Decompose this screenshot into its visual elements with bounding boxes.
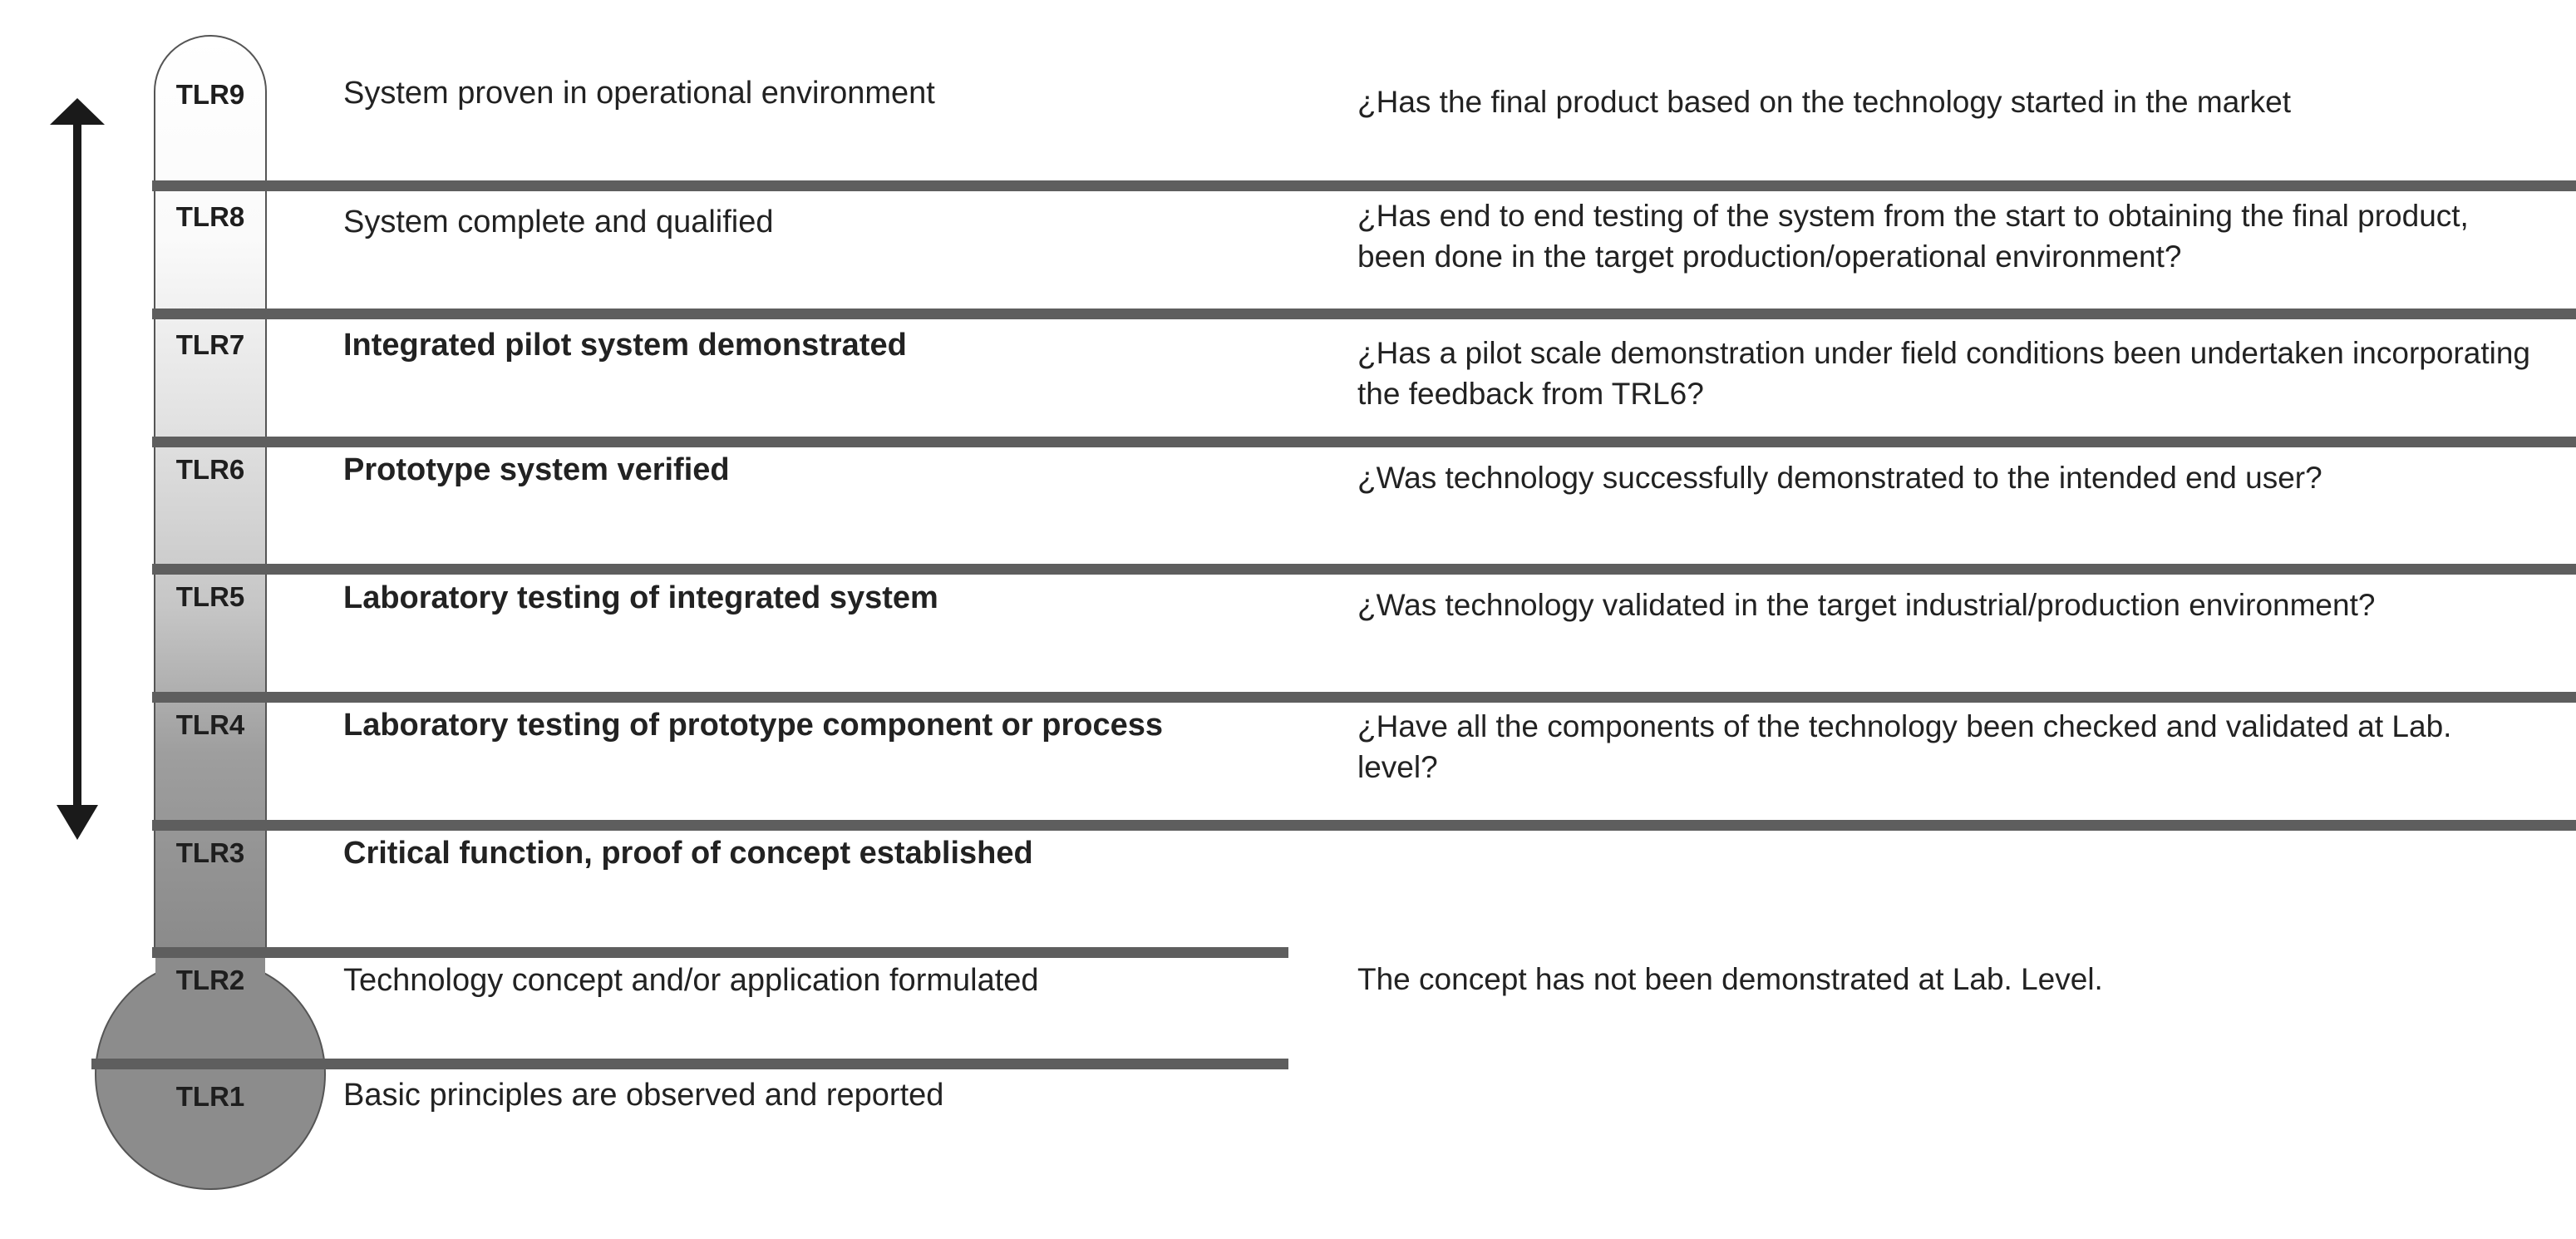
- level-description-9: System proven in operational environment: [343, 76, 935, 111]
- level-code-6: TLR6: [175, 454, 245, 485]
- separator-5-4: [152, 692, 2576, 703]
- question-tlr1-3: The concept has not been demonstrated at Lab. Level.: [1357, 962, 2103, 996]
- level-description-3: Critical function, proof of concept established: [343, 836, 1033, 871]
- arrow-down-head: [57, 805, 98, 840]
- separator-7-6: [152, 437, 2576, 447]
- level-code-8: TLR8: [175, 201, 245, 232]
- separator-9-8: [152, 180, 2576, 191]
- question-tlr7: ¿Has a pilot scale demonstration under field conditions been undertaken incorporating the feedback from TRL6?: [1357, 336, 2530, 411]
- arrow-up-head: [50, 98, 105, 125]
- scale-arrow: [50, 98, 105, 840]
- level-code-1: TLR1: [175, 1081, 245, 1112]
- separator-3-2: [152, 947, 1288, 958]
- level-description-4: Laboratory testing of prototype component or process: [343, 708, 1163, 743]
- separator-4-3: [152, 820, 2576, 831]
- level-description-5: Laboratory testing of integrated system: [343, 580, 938, 615]
- thermometer-tube: [155, 36, 266, 956]
- level-description-6: Prototype system verified: [343, 452, 730, 487]
- level-description-1: Basic principles are observed and reported: [343, 1078, 944, 1113]
- level-code-7: TLR7: [175, 329, 245, 360]
- level-code-2: TLR2: [175, 965, 245, 995]
- level-description-8: System complete and qualified: [343, 205, 774, 239]
- question-tlr6: ¿Was technology successfully demonstrated to the intended end user?: [1357, 461, 2322, 495]
- question-tlr4: ¿Have all the components of the technology been checked and validated at Lab. level?: [1357, 709, 2452, 784]
- level-description-7: Integrated pilot system demonstrated: [343, 328, 907, 363]
- level-description-2: Technology concept and/or application formulated: [343, 963, 1039, 998]
- question-tlr9: ¿Has the final product based on the technology started in the market: [1357, 85, 2291, 119]
- level-code-4: TLR4: [175, 709, 245, 740]
- separator-6-5: [152, 564, 2576, 575]
- level-code-3: TLR3: [175, 837, 245, 868]
- level-code-5: TLR5: [175, 581, 245, 612]
- question-tlr8: ¿Has end to end testing of the system from the start to obtaining the final product, been done in the target production/operational environment?: [1357, 199, 2469, 274]
- question-tlr5: ¿Was technology validated in the target industrial/production environment?: [1357, 588, 2376, 622]
- separator-2-1: [91, 1059, 1288, 1069]
- separator-8-7: [152, 309, 2576, 319]
- level-code-9: TLR9: [175, 79, 245, 110]
